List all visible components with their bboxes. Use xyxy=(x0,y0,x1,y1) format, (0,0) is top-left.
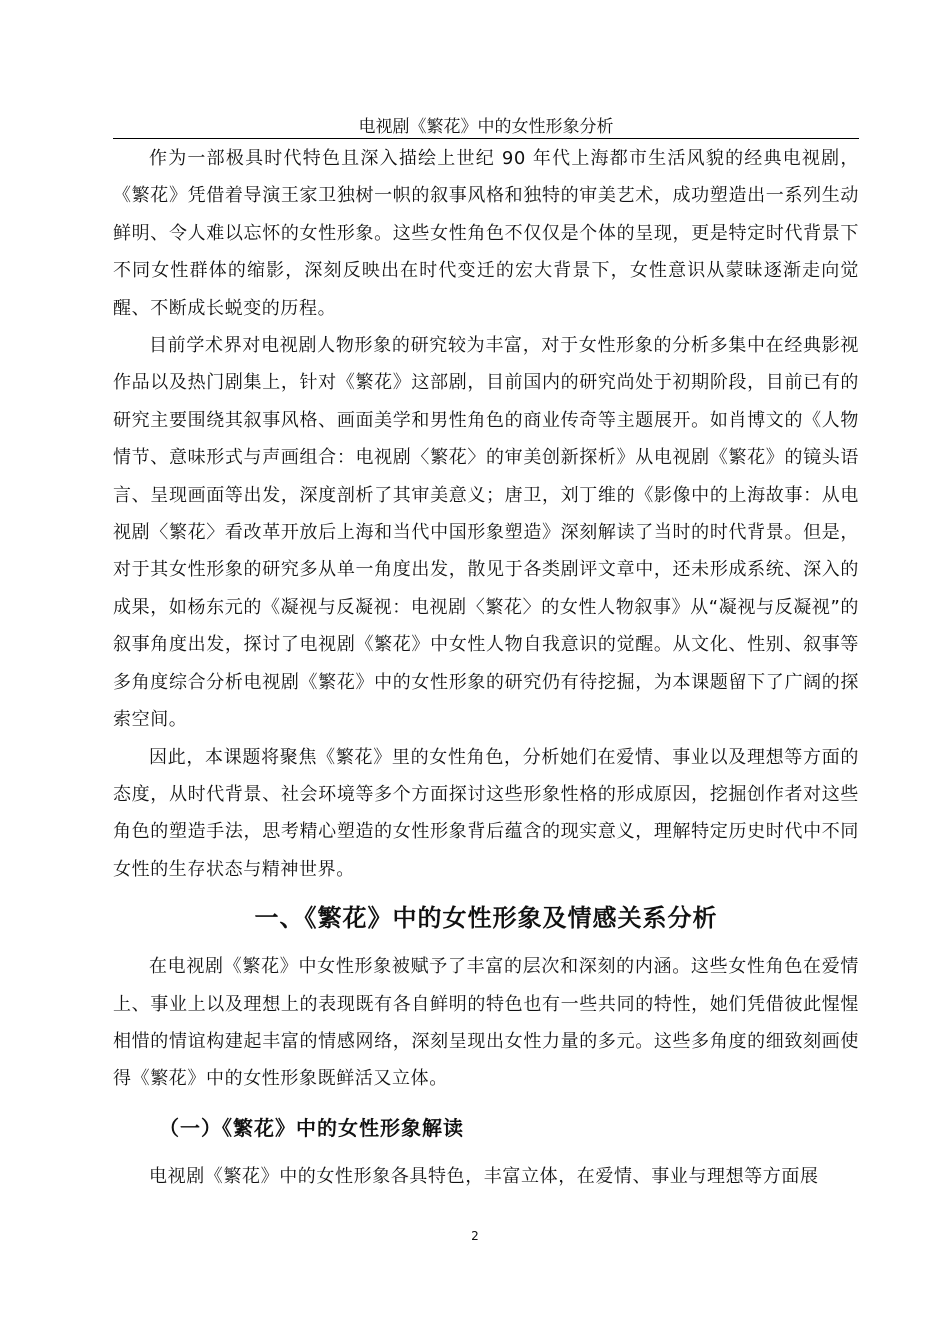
header-rule xyxy=(113,138,859,139)
subsection-heading: （一）《繁花》中的女性形象解读 xyxy=(159,1115,464,1140)
document-body xyxy=(113,140,859,1195)
paragraph-intro: 作为一部极具时代特色且深入描绘上世纪 90 年代上海都市生活风貌的经典电视剧，《繁花》凭借着导演王家卫独树一帜的叙事风格和独特的审美艺术，成功塑造出一系列生动鲜明、令人难以忘怀的女性形象。这些女性角色不仅仅是个体的呈现，更是特定时代背景下不同女性群体的缩影，深刻反映出在时代变迁的宏大背景下，女性意识从蒙昧逐渐走向觉醒、不断成长蜕变的历程。 xyxy=(113,148,859,319)
paragraph-research-aim: 因此，本课题将聚焦《繁花》里的女性角色，分析她们在爱情、事业以及理想等方面的态度，从时代背景、社会环境等多个方面探讨这些形象性格的形成原因，挖掘创作者对这些角色的塑造手法，思考精心塑造的女性形象背后蕴含的现实意义，理解特定历史时代中不同女性的生存状态与精神世界。 xyxy=(113,746,859,880)
paragraph-section-intro: 在电视剧《繁花》中女性形象被赋予了丰富的层次和深刻的内涵。这些女性角色在爱情上、事业上以及理想上的表现既有各自鲜明的特色也有一些共同的特性，她们凭借彼此惺惺相惜的情谊构建起丰富的情感网络，深刻呈现出女性力量的多元。这些多角度的细致刻画使得《繁花》中的女性形象既鲜活又立体。 xyxy=(113,956,859,1090)
paragraph-literature-review: 目前学术界对电视剧人物形象的研究较为丰富，对于女性形象的分析多集中在经典影视作品以及热门剧集上，针对《繁花》这部剧，目前国内的研究尚处于初期阶段，目前已有的研究主要围绕其叙事风格、画面美学和男性角色的商业传奇等主题展开。如肖博文的《人物情节、意味形式与声画组合：电视剧〈繁花〉的审美创新探析》从电视剧《繁花》的镜头语言、呈现画面等出发，深度剖析了其审美意义；唐卫，刘丁维的《影像中的上海故事：从电视剧〈繁花〉看改革开放后上海和当代中国形象塑造》深刻解读了当时的时代背景。但是，对于其女性形象的研究多从单一角度出发，散见于各类剧评文章中，还未形成系统、深入的成果，如杨东元的《凝视与反凝视：电视剧〈繁花〉的女性人物叙事》从“凝视与反凝视”的叙事角度出发，探讨了电视剧《繁花》中女性人物自我意识的觉醒。从文化、性别、叙事等多角度综合分析电视剧《繁花》中的女性形象的研究仍有待挖掘，为本课题留下了广阔的探索空间。 xyxy=(113,335,859,731)
section-heading: 一、《繁花》中的女性形象及情感关系分析 xyxy=(254,904,718,933)
running-header-title: 电视剧《繁花》中的女性形象分析 xyxy=(358,117,614,137)
page-number: 2 xyxy=(471,1229,479,1243)
paragraph-subsection-start: 电视剧《繁花》中的女性形象各具特色，丰富立体，在爱情、事业与理想等方面展 xyxy=(149,1165,819,1187)
